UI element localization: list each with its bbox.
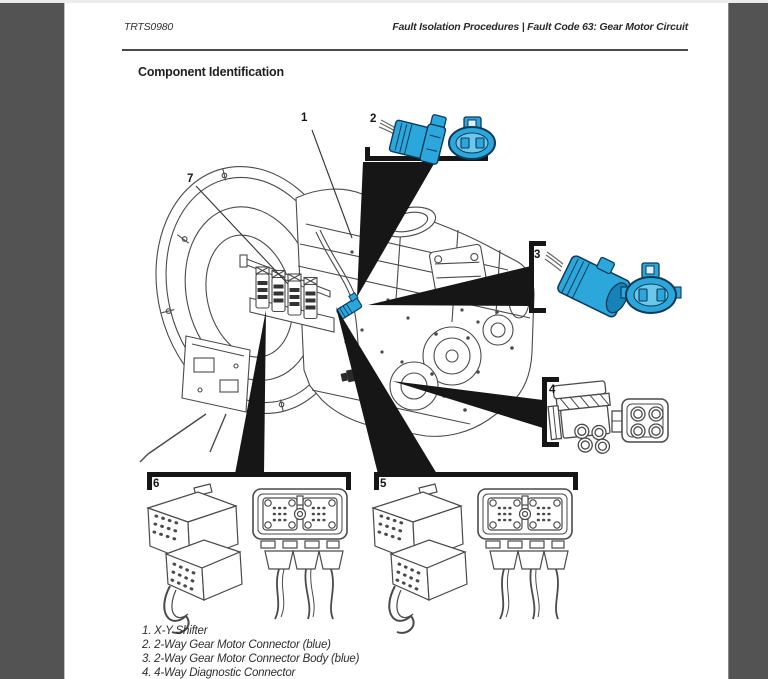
callout-6: 6 [153, 478, 160, 490]
callout-2: 2 [370, 113, 377, 125]
header-rule [122, 49, 688, 51]
inset-3-connector-face [621, 263, 681, 313]
component-legend [142, 624, 359, 679]
mount-bracket [140, 336, 250, 462]
section-title: Component Identification [138, 65, 284, 79]
inset-2-gear-motor-connector [379, 106, 495, 165]
legend-item: 2. 2-Way Gear Motor Connector (blue) [142, 639, 331, 651]
callout-7-leader [196, 186, 288, 284]
callout-1: 1 [301, 112, 308, 124]
inset-4-diagnostic-connector [546, 380, 668, 458]
legend-item: 3. 2-Way Gear Motor Connector Body (blue) [142, 653, 360, 665]
inset-6-harness-connector [148, 484, 347, 633]
inset-5-harness-connector [373, 484, 572, 633]
document-code: TRTS0980 [124, 21, 173, 33]
inset-3-gear-motor-connector-body [545, 245, 681, 320]
inset-4-connector-face [612, 399, 668, 442]
callout-4: 4 [549, 384, 556, 396]
callout-3: 3 [534, 249, 541, 261]
legend-item: 1. X-Y Shifter [142, 625, 208, 637]
header-title: Fault Isolation Procedures | Fault Code 63: Gear Motor Circuit [392, 21, 688, 33]
callout-7: 7 [187, 173, 194, 185]
legend-item: 4. 4-Way Diagnostic Connector [142, 667, 296, 679]
callout-5: 5 [380, 478, 387, 490]
inset-2-connector-face [449, 117, 495, 159]
